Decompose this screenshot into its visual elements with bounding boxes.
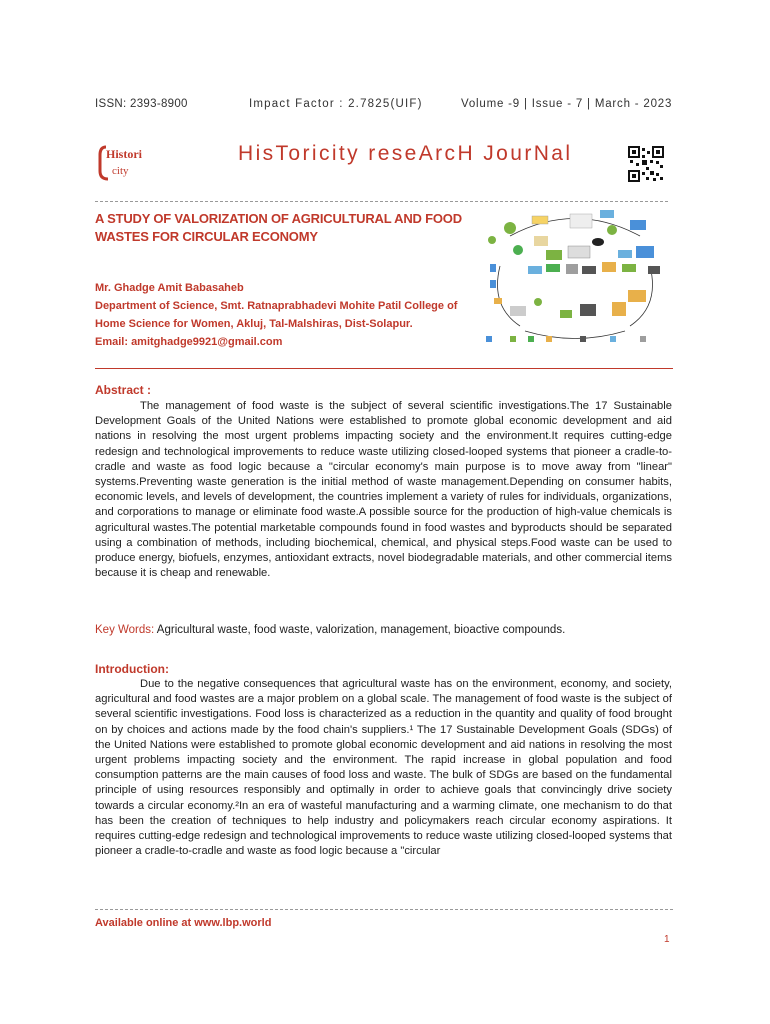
- author-block: [95, 279, 475, 351]
- volume-issue-label: Volume -9 | Issue - 7 | March - 2023: [461, 98, 673, 110]
- title-divider: [95, 368, 673, 369]
- logo-text-bottom: city: [112, 165, 129, 177]
- keywords-label: Key Words:: [95, 624, 155, 636]
- author-name: Mr. Ghadge Amit Babasaheb: [95, 282, 244, 294]
- footer-divider: [95, 909, 673, 910]
- author-email[interactable]: Email: amitghadge9921@gmail.com: [95, 336, 283, 348]
- issn-label: ISSN: 2393-8900: [95, 98, 188, 110]
- introduction-heading: Introduction:: [95, 662, 169, 676]
- journal-logo: [98, 143, 154, 181]
- keywords: [95, 624, 672, 636]
- journal-title: HisToricity reseArcH JourNal: [238, 142, 573, 165]
- abstract-heading: Abstract :: [95, 383, 152, 397]
- paper-title: A STUDY OF VALORIZATION OF AGRICULTURAL AND FOOD WASTES FOR CIRCULAR ECONOMY: [95, 211, 462, 244]
- qr-code-icon[interactable]: [628, 146, 664, 182]
- logo-text-top: Histori: [106, 147, 142, 161]
- author-affiliation: Department of Science, Smt. Ratnaprabhadevi Mohite Patil College of Home Science for Women, Akluj, Tal-Malshiras, Dist-Solapur.: [95, 300, 458, 330]
- header-divider: [95, 201, 668, 202]
- footer-website-link[interactable]: Available online at www.lbp.world: [95, 917, 272, 929]
- impact-factor-label: Impact Factor : 2.7825(UIF): [249, 98, 423, 110]
- abstract-text: The management of food waste is the subject of several scientific investigations.The 17 Sustainable Development Goals of the United Nations were established to promote global economic development and aid nations in resolving the most urgent problems impacting society and the environment.It requires cutting-edge redesign and technological improvements to reduce waste utilizing closed-looped systems that pioneer a cradle-to-cradle and waste as food logic because a "circular economy's main purpose is to move away from "linear" systems.Preventing waste generation is the initial method of waste management.Depending on consumer habits, economic levels, and levels of development, the countries implement a variety of rules for individuals, organizations, and corporations to manage or eliminate food waste.A possible source for the production of high-value chemicals is agricultural wastes.The potential marketable compounds found in food wastes and byproducts should be separated using a combination of methods, including biochemical, chemical, and physical steps.Food waste can be used to produce energy, biofuels, enzymes, antioxidant extracts, novel biodegradable materials, and other commercial items because it is cheap and renewable.: [95, 400, 672, 580]
- keywords-text: Agricultural waste, food waste, valorization, management, bioactive compounds.: [156, 624, 566, 636]
- page-number: 1: [664, 934, 670, 945]
- introduction-text: Due to the negative consequences that agricultural waste has on the environment, economy, and society, agricultural and food wastes are a major problem on a global scale. The management of food waste is the subject of several scientific investigations. Food loss is characterized as a reduction in the quantity and quality of food brought on by choices and actions made by the food chain's suppliers.¹ The 17 Sustainable Development Goals (SDGs) of the United Nations were established to promote global economic development and aid nations in resolving the most urgent problems impacting society and the environment. The rapid increase in global population and food consumption patterns are the main causes of food loss and waste. The bulk of SDGs are based on the fundamental principle of using resources responsibly and optimally in order to achieve goals that convincingly drive society towards a circular economy.²In an era of wasteful manufacturing and a warming climate, one mechanism to do that has been the creation of techniques to help industry and policymakers reach circular economy aspirations. It requires cutting-edge redesign and technological improvements to reduce waste utilizing closed-looped systems that pioneer a cradle-to-cradle and waste as food logic because a "circular: [95, 678, 672, 858]
- circular-economy-figure: [480, 206, 670, 346]
